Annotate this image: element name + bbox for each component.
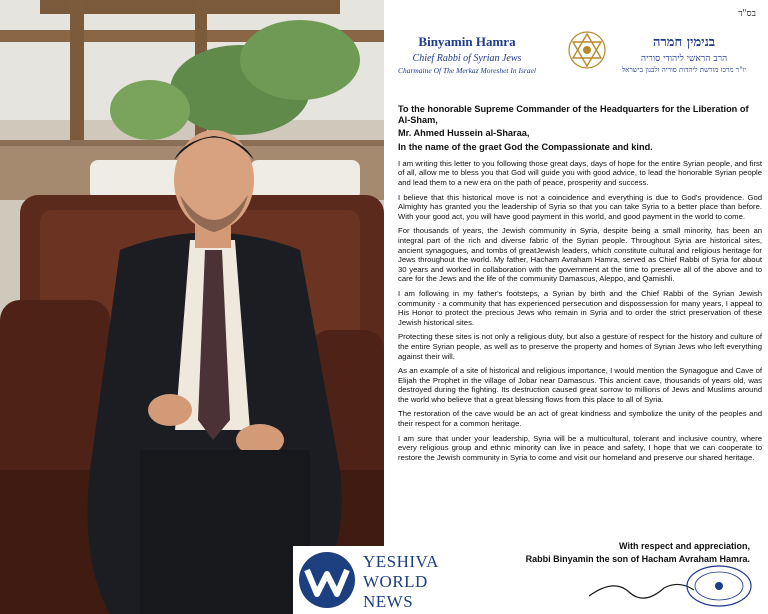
- letterhead-name: Binyamin Hamra: [418, 34, 516, 49]
- letterhead-hebrew: [606, 34, 762, 74]
- ywn-word: WORLD: [363, 572, 428, 591]
- body-paragraph: As an example of a site of historical and religious importance, I would mention the Synagogue and Cave of Elijah the Prophet in the village of Jobar near Damascus. This ancient cave, thousands of years old, was destroyed during the fighting. Its destruction caused great sorrow to millions of Jews and Muslims around the world who believe that a great blessing flows from this place to all of Syria.: [398, 366, 762, 404]
- ywn-logo-icon: [297, 550, 357, 610]
- body-paragraph: I am following in my father's footsteps, a Syrian by birth and the Chief Rabbi of the Syrian Jewish community - a community that has experienced persecution and dispossession for many years, I appeal to His Honor to protect the precious Jews who remain in Syria and to order the strict preservation of these Jewish historical sites.: [398, 288, 762, 327]
- yeshiva-world-news-logo: [293, 546, 469, 614]
- letterhead-name-hebrew: בנימין חמרה: [652, 35, 716, 50]
- closing-line: With respect and appreciation,: [619, 541, 750, 551]
- letter-document: [384, 0, 768, 614]
- ywn-wordmark: [363, 552, 439, 612]
- body-paragraph: I am sure that under your leadership, Syria will be a multicultural, tolerant and inclusive country, where every religious group and ethnic minority can live in peace and safety, I hope that we can cooperate to restore the Jewish community in Syria to come and visit our homeland and preserve our shared heritage.: [398, 433, 762, 462]
- signature-stamp: [584, 558, 754, 610]
- body-paragraph: Protecting these sites is not only a religious duty, but also a gesture of respect for the history and culture of the entire Syrian people, as well as to preserve the property and homes of Syrian Jews who left everything against their will.: [398, 332, 762, 361]
- ywn-word: NEWS: [363, 592, 414, 611]
- closing-line: Rabbi Binyamin the son of Hacham Avraham Hamra.: [525, 554, 750, 564]
- salutation-line: In the name of the graet God the Compassionate and kind.: [398, 141, 653, 152]
- body-paragraph: The restoration of the cave would be an act of great kindness and symbolize the unity of the peoples and their respect for a common heritage.: [398, 409, 762, 429]
- salutation-line: To the honorable Supreme Commander of the Headquarters for the Liberation of Al-Sham,: [398, 104, 749, 126]
- body-paragraph: I am writing this letter to you following those great days, days of hope for the entire Syrian people, and first of all, allow me to bless you that God will guide you with good advice, to lead the honorable Syrian people and lead them to a new era on the path of peace, prosperity and success.: [398, 158, 762, 187]
- star-emblem-icon: [567, 30, 607, 70]
- letterhead-title-hebrew: הרב הראשי ליהודי סוריה: [640, 54, 728, 64]
- body-paragraph: I believe that this historical move is not a coincidence and everything is due to God's providence. God Almighty has granted you the leadership of Syria so that you can take Syria to a better place than before. With your good act, you will have good payment in this world, and good payment in the world to come.: [398, 192, 762, 221]
- salutation-line: Mr. Ahmed Hussein al-Sharaa,: [398, 128, 530, 139]
- letterhead-title: Chief Rabbi of Syrian Jews: [412, 53, 522, 64]
- letterhead-subtitle: Charmaine Of The Merkaz Moreshet In Israel: [397, 66, 537, 75]
- letterhead-english: [392, 34, 542, 75]
- ywn-word: YESHIVA: [363, 552, 439, 571]
- bsd-mark: בס"ד: [738, 9, 756, 19]
- body-paragraph: For thousands of years, the Jewish community in Syria, despite being a small minority, has been an integral part of the rich and diverse fabric of the Syrian people. Throughout Syria are historical sites, ancient synagogues, and tombs of greatJewish leaders, which constitute cultural and religious heritage for Jews throughout the world. My father, Hacham Avraham Hamra, served as Chief Rabbi of Syria for about 30 years and worked in collaboration with the government at the time to preserve all of the above and to care for the Jews and the life of the community Damascus, Aleppo, and Qamishli.: [398, 226, 762, 284]
- letterhead-subtitle-hebrew: יו"ר מרכז מורשת ליהדות סוריה ולבנון בישראל: [621, 66, 747, 74]
- letter-body: [398, 104, 762, 467]
